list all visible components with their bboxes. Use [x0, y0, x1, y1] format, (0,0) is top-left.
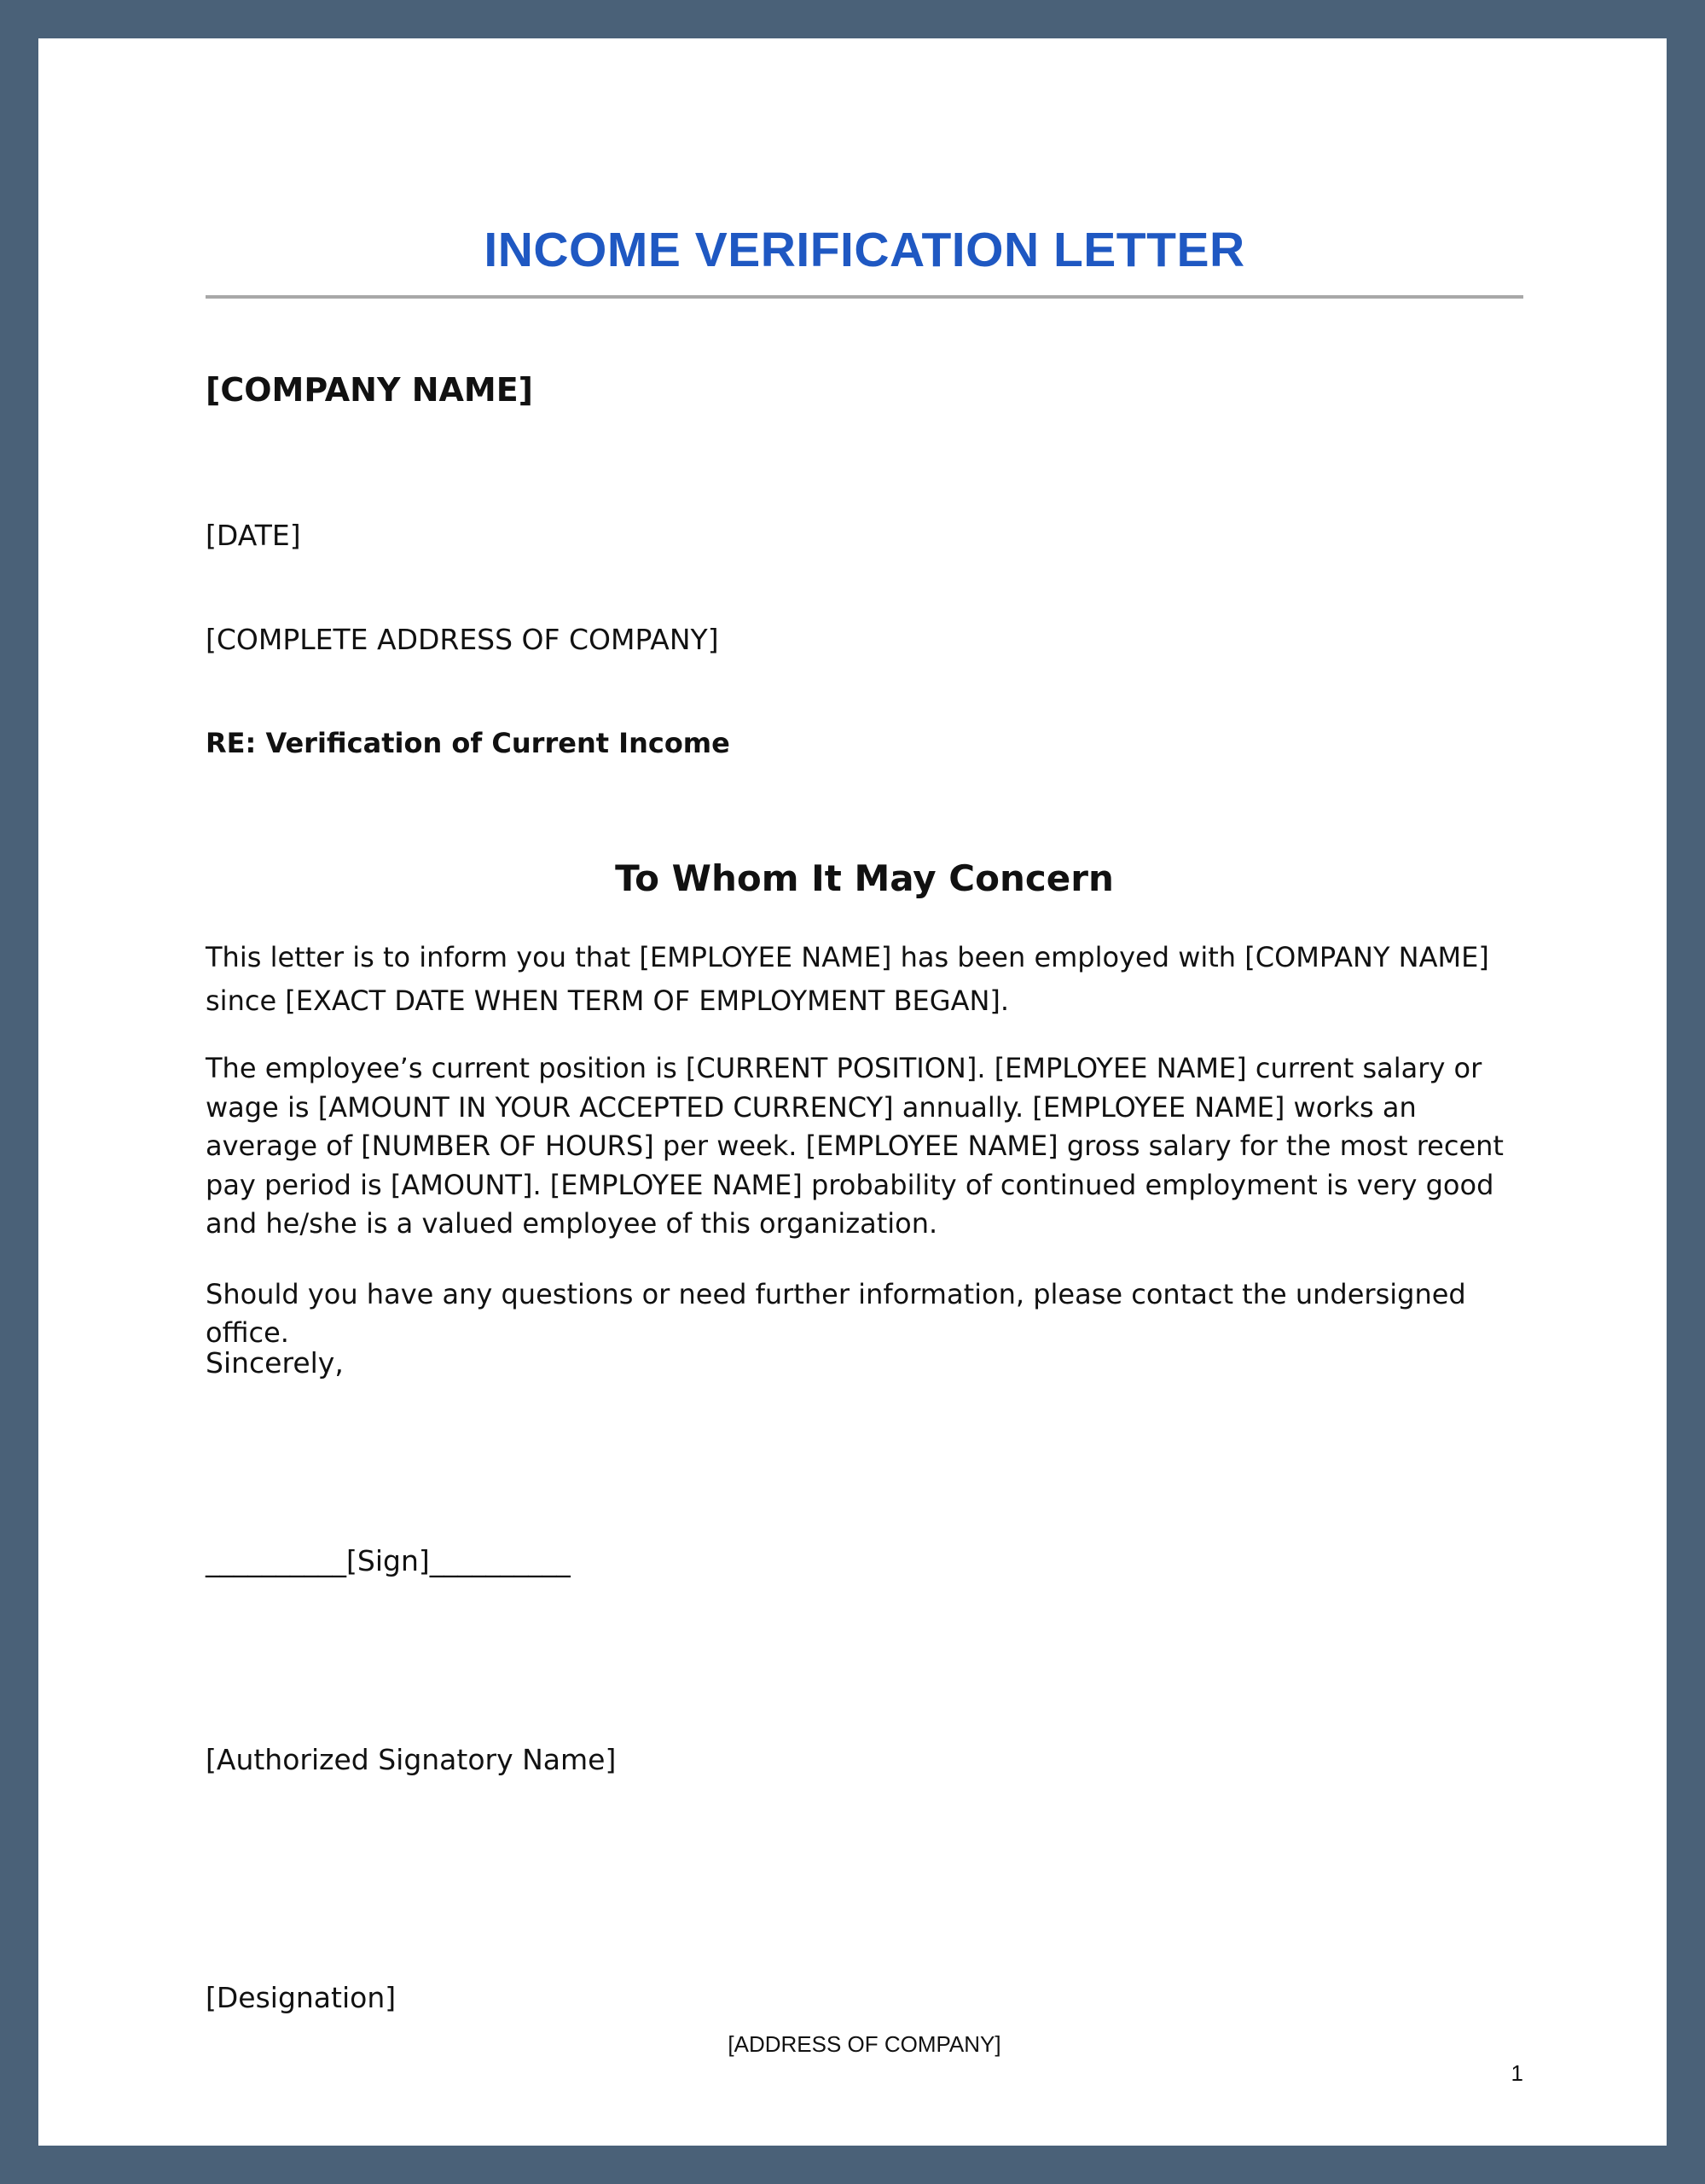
body-paragraph-3: Should you have any questions or need further information, please contact the undersigned office.	[206, 1278, 1466, 1349]
body-paragraph-2: The employee’s current position is [CURRENT POSITION]. [EMPLOYEE NAME] current salary or wage is [AMOUNT IN YOUR ACCEPTED CURRENCY] annually. [EMPLOYEE NAME] works an average of [NUMBER OF HOURS] per week. [EMPLOYEE NAME] gross salary for the most recent pay period is [AMOUNT]. [EMPLOYEE NAME] probability of continued employment is very good and he/she is a valued employee of this organization.	[206, 1052, 1504, 1240]
company-address: [COMPLETE ADDRESS OF COMPANY]	[206, 623, 719, 656]
body-paragraph-1: This letter is to inform you that [EMPLOYEE NAME] has been employed with [COMPANY NAME] since [EXACT DATE WHEN TERM OF EMPLOYMENT BEGAN].	[206, 941, 1489, 1017]
salutation: To Whom It May Concern	[615, 857, 1114, 899]
page-number: 1	[1511, 2060, 1523, 2086]
closing: Sincerely,	[206, 1346, 344, 1380]
company-name: [COMPANY NAME]	[206, 371, 534, 409]
designation: [Designation]	[206, 1981, 397, 2014]
signatory-name: [Authorized Signatory Name]	[206, 1743, 617, 1776]
subject-line: RE: Verification of Current Income	[206, 727, 730, 759]
letter-date: [DATE]	[206, 519, 301, 552]
document-title: INCOME VERIFICATION LETTER	[484, 223, 1245, 277]
document-page	[38, 38, 1667, 2146]
signature-line: __________[Sign]__________	[206, 1544, 571, 1577]
footer-address: [ADDRESS OF COMPANY]	[728, 2031, 1001, 2057]
title-divider	[206, 295, 1523, 299]
